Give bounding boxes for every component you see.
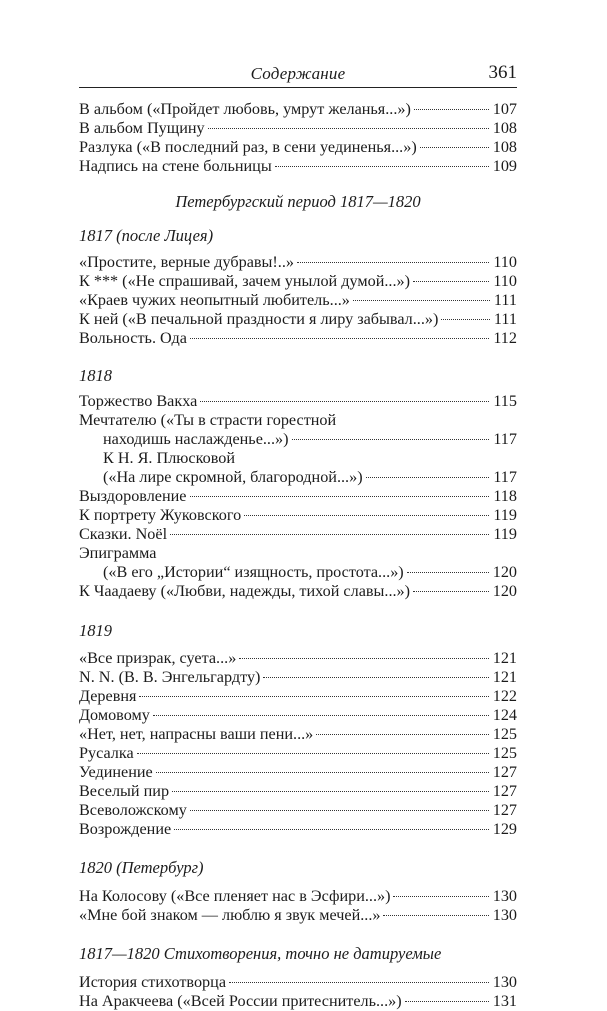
toc-entry-title: В альбом («Пройдет любовь, умрут желанья...»): [79, 100, 411, 118]
toc-entry-title: Торжество Вакха: [79, 392, 198, 410]
toc-entry-title: «Простите, верные дубравы!..»: [79, 253, 294, 271]
dot-leader: [393, 896, 488, 897]
toc-entry-title: «Нет, нет, напрасны ваши пени...»: [79, 725, 314, 743]
toc-entry-title: На Аракчеева («Всей России притеснитель...»): [79, 992, 402, 1010]
dot-leader: [170, 534, 489, 535]
section-heading-1820: 1820 (Петербург): [79, 858, 204, 877]
toc-entry-title-line2: («На лире скромной, благородной...»): [103, 468, 363, 486]
dot-leader: [239, 658, 488, 659]
toc-entry-page: 121: [492, 668, 517, 686]
toc-entry-page: 120: [492, 563, 517, 581]
toc-entry-title: Уединение: [79, 763, 153, 781]
dot-leader: [297, 262, 489, 263]
section-heading-undated: 1817—1820 Стихотворения, точно не датируемые: [79, 944, 442, 963]
toc-entry: [79, 291, 517, 310]
toc-entry-title-line1: Мечтателю («Ты в страсти горестной: [79, 411, 337, 429]
toc-entry-page: 129: [492, 820, 517, 838]
toc-entry-page: 125: [492, 744, 517, 762]
dot-leader: [413, 591, 489, 592]
page-number: 361: [488, 62, 517, 83]
toc-entry: [79, 253, 517, 272]
dot-leader: [407, 572, 489, 573]
dot-leader: [174, 829, 489, 830]
dot-leader: [190, 338, 489, 339]
dot-leader: [139, 696, 488, 697]
toc-entry-page: 109: [492, 157, 517, 175]
toc-entry: [79, 525, 517, 544]
dot-leader: [292, 439, 490, 440]
toc-entry-title-line2: («В его „Истории“ изящность, простота...»): [103, 563, 404, 581]
toc-entry: [79, 725, 517, 744]
toc-entry-page: 127: [492, 763, 517, 781]
toc-entry: [79, 820, 517, 839]
toc-entry-title: «Краев чужих неопытный любитель...»: [79, 291, 350, 309]
toc-entry: [79, 563, 517, 582]
toc-entry-title: Выздоровление: [79, 487, 187, 505]
section-heading-1819: 1819: [79, 621, 112, 640]
dot-leader: [229, 982, 489, 983]
dot-leader: [420, 147, 489, 148]
toc-entry-page: 115: [493, 392, 517, 410]
toc-entry-page: 121: [492, 649, 517, 667]
header-rule: [79, 87, 517, 88]
toc-entry-page: 125: [492, 725, 517, 743]
toc-entry-title: К *** («Не спрашивай, зачем унылой думой...»): [79, 272, 411, 290]
toc-entry-title: N. N. (В. В. Энгельгардту): [79, 668, 261, 686]
toc-page: [79, 60, 517, 1011]
toc-entry: [79, 582, 517, 601]
toc-entry: [79, 272, 517, 291]
dot-leader: [208, 128, 489, 129]
toc-entry-title: Всеволожскому: [79, 801, 187, 819]
dot-leader: [353, 300, 490, 301]
toc-block-1820: [79, 887, 517, 925]
toc-entry-page: 110: [493, 272, 517, 290]
dot-leader: [244, 515, 489, 516]
toc-entry: [79, 329, 517, 348]
dot-leader: [153, 715, 489, 716]
toc-entry-page: 112: [493, 329, 517, 347]
toc-entry: [79, 887, 517, 906]
toc-entry: [79, 763, 517, 782]
toc-entry: [79, 506, 517, 525]
dot-leader: [413, 281, 489, 282]
toc-entry-title: Надпись на стене больницы: [79, 157, 272, 175]
toc-entry: [79, 157, 517, 176]
toc-entry: [79, 906, 517, 925]
dot-leader: [441, 319, 490, 320]
toc-entry: [79, 992, 517, 1011]
toc-entry: [79, 430, 517, 449]
toc-entry: [79, 782, 517, 801]
toc-entry-page: 124: [492, 706, 517, 724]
toc-entry-page: 127: [492, 782, 517, 800]
toc-entry-title: К Чаадаеву («Любви, надежды, тихой славы...»): [79, 582, 411, 600]
running-title: Содержание: [250, 64, 346, 83]
toc-entry-page: 120: [492, 582, 517, 600]
toc-entry-title: На Колосову («Все пленяет нас в Эсфири...»): [79, 887, 391, 905]
toc-entry-page: 111: [493, 291, 517, 309]
dot-leader: [414, 109, 489, 110]
toc-entry-title: В альбом Пущину: [79, 119, 205, 137]
toc-entry: [79, 687, 517, 706]
toc-entry-title: К портрету Жуковского: [79, 506, 242, 524]
toc-entry-page: 130: [492, 906, 517, 924]
toc-entry: [79, 706, 517, 725]
toc-entry: [79, 119, 517, 138]
toc-entry-page: 118: [493, 487, 517, 505]
toc-entry: [79, 138, 517, 157]
toc-entry-page: 108: [492, 119, 517, 137]
dot-leader: [172, 791, 489, 792]
section-heading-1818: 1818: [79, 366, 112, 385]
toc-entry-page: 130: [492, 973, 517, 991]
toc-entry-page: 130: [492, 887, 517, 905]
toc-entry-page: 119: [493, 525, 517, 543]
dot-leader: [263, 677, 488, 678]
toc-entry: [79, 310, 517, 329]
running-head: [79, 60, 517, 88]
toc-entry-page: 110: [493, 253, 517, 271]
toc-entry-title: Деревня: [79, 687, 137, 705]
toc-entry-title: Домовому: [79, 706, 150, 724]
toc-entry: [79, 744, 517, 763]
dot-leader: [190, 496, 490, 497]
toc-entry: [79, 801, 517, 820]
toc-block-1818: [79, 392, 517, 601]
toc-block-top: [79, 100, 517, 176]
toc-entry-page: 107: [492, 100, 517, 118]
toc-entry-title-line1: К Н. Я. Плюсковой: [103, 449, 235, 467]
toc-entry-title: Русалка: [79, 744, 134, 762]
toc-entry-page: 122: [492, 687, 517, 705]
toc-entry-page: 117: [493, 468, 517, 486]
dot-leader: [156, 772, 489, 773]
dot-leader: [383, 915, 488, 916]
toc-entry-page: 127: [492, 801, 517, 819]
toc-entry: [79, 487, 517, 506]
toc-entry-title: Разлука («В последний раз, в сени уединенья...»): [79, 138, 417, 156]
toc-entry-page: 117: [493, 430, 517, 448]
dot-leader: [275, 166, 489, 167]
dot-leader: [200, 401, 489, 402]
toc-entry: [79, 100, 517, 119]
toc-entry-title: «Мне бой знаком — люблю я звук мечей...»: [79, 906, 381, 924]
period-heading: Петербургский период 1817—1820: [175, 192, 421, 211]
toc-block-1817: [79, 253, 517, 348]
dot-leader: [316, 734, 488, 735]
toc-entry-title: К ней («В печальной праздности я лиру забывал...»): [79, 310, 439, 328]
toc-entry-title: Вольность. Ода: [79, 329, 187, 347]
toc-entry-title: «Все призрак, суета...»: [79, 649, 237, 667]
toc-entry-title: История стихотворца: [79, 973, 226, 991]
toc-entry-page: 131: [492, 992, 517, 1010]
toc-entry: [79, 468, 517, 487]
toc-entry: [79, 668, 517, 687]
toc-entry-page: 119: [493, 506, 517, 524]
dot-leader: [190, 810, 489, 811]
toc-block-1819: [79, 649, 517, 839]
section-heading-1817: 1817 (после Лицея): [79, 226, 214, 245]
toc-entry: [79, 649, 517, 668]
toc-entry-page: 111: [493, 310, 517, 328]
dot-leader: [137, 753, 489, 754]
toc-entry-title: Сказки. Noël: [79, 525, 168, 543]
toc-entry-title-line2: находишь наслажденье...»): [103, 430, 289, 448]
toc-entry: [79, 392, 517, 411]
toc-entry-title: Веселый пир: [79, 782, 170, 800]
toc-entry: [79, 973, 517, 992]
toc-entry-page: 108: [492, 138, 517, 156]
dot-leader: [366, 477, 490, 478]
toc-block-undated: [79, 973, 517, 1011]
dot-leader: [405, 1001, 489, 1002]
toc-entry-title-line1: Эпиграмма: [79, 544, 157, 562]
toc-entry-title: Возрождение: [79, 820, 172, 838]
